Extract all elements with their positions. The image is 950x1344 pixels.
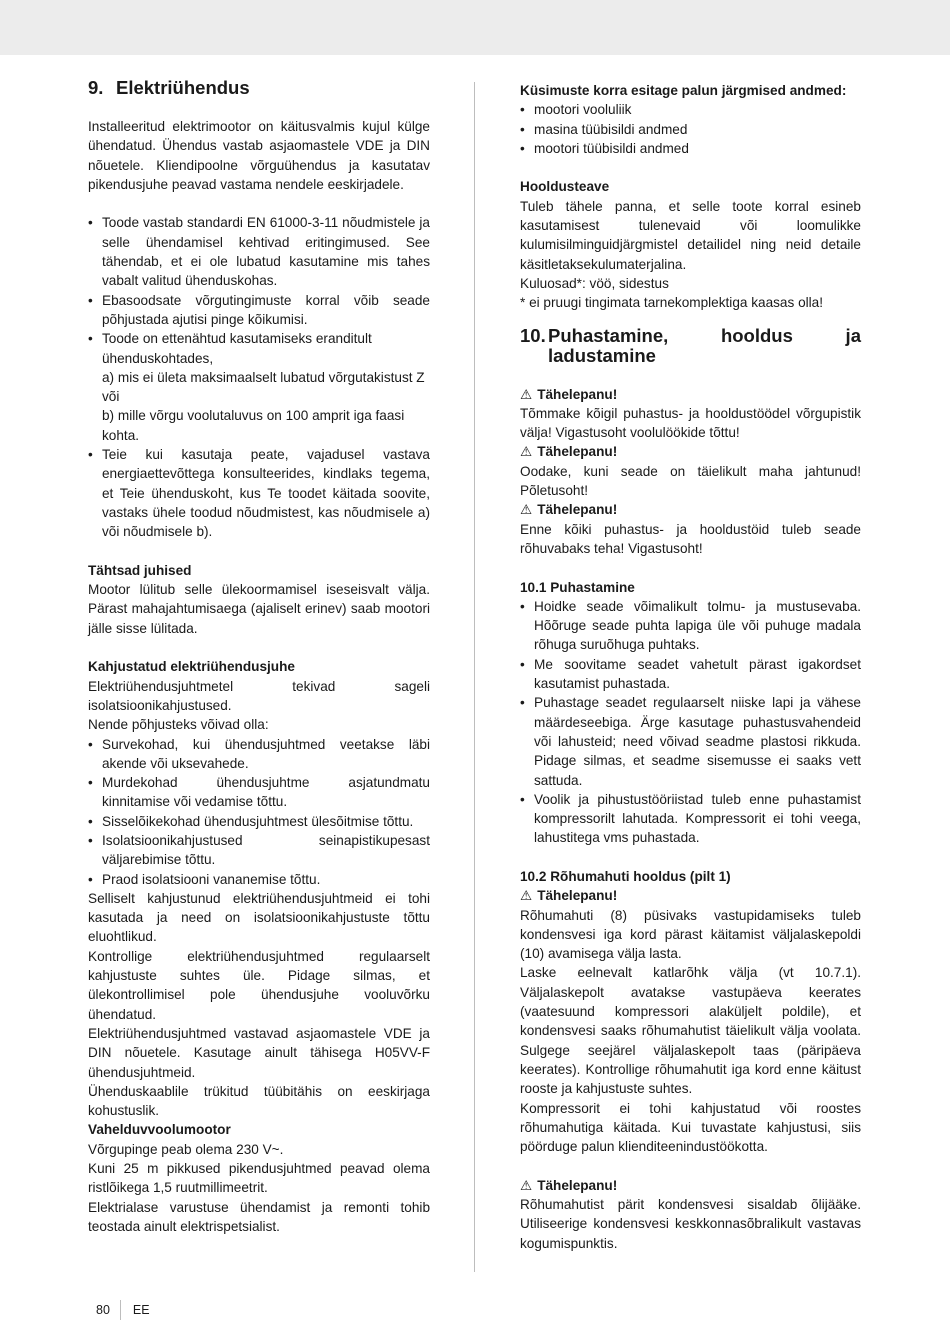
damage-causes-list (88, 735, 430, 889)
warning-text: Tõmmake kõigil puhastus- ja hooldustöödel võrgupistik välja! Vigastusoht voolulöökide tõttu! (520, 405, 861, 441)
warning-heading: ⚠ Tähelepanu! (520, 500, 861, 519)
list-item: • mootori vooluliik (520, 100, 861, 119)
service-note: * ei pruugi tingimata tarnekomplektiga kaasas olla! (520, 295, 824, 311)
ac-line: Võrgupinge peab olema 230 V~. (88, 1141, 284, 1157)
tank-text: Rõhumahuti (8) püsivaks vastupidamiseks tuleb kondensvesi iga kord pärast käitamist väljalaskepoldi (10) avamisega välja lasta. (520, 907, 861, 962)
tank-text: Kompressorit ei tohi kahjustatud või roostes rõhumahutiga käitada. Kui tuvastate kahjustusi, siis pöörduge palun klienditeenindustöökotta. (520, 1100, 861, 1155)
section-title-line: Puhastamine, hooldus ja (548, 324, 861, 346)
cleaning-list (520, 597, 861, 848)
warning-heading: ⚠ Tähelepanu! (520, 385, 861, 404)
list-item: • mootori tüübisildi andmed (520, 139, 861, 158)
section-number: 9. (88, 77, 104, 98)
left-column (88, 76, 430, 1236)
page-footer (96, 1300, 150, 1320)
warning-text: Oodake, kuni seade on täielikult maha jahtunud! Põletusoht! (520, 463, 861, 499)
cleaning-heading: 10.1 Puhastamine (520, 579, 635, 595)
list-item: • Ebasoodsate võrgutingimuste korral võib seade põhjustada ajutisi pinge kõikumisi. (88, 291, 430, 330)
section-10-heading (520, 326, 861, 366)
warning-heading: ⚠ Tähelepanu! (520, 442, 861, 461)
warning-triangle-icon: ⚠ (520, 386, 533, 402)
tank-maintenance-heading: 10.2 Rõhumahuti hooldus (pilt 1) (520, 868, 731, 884)
requirements-list (88, 213, 430, 541)
list-item: • Teie kui kasutaja peate, vajadusel vastava energiaettevõttega konsulteerides, kindlaks tegema, et Teie ühenduskoht, kus Te toodet käitada soovite, vastaks ühele toodud nõudmistest, kas nõudmisele a) või nõudmisele b). (88, 445, 430, 541)
warning-triangle-icon: ⚠ (520, 1177, 533, 1193)
page-number: 80 (96, 1300, 121, 1320)
ac-motor-heading: Vahelduvvoolumootor (88, 1122, 231, 1138)
tank-text: Rõhumahutist pärit kondensvesi sisaldab õlijääke. Utiliseerige kondensvesi keskkonnasõbralikult vastavas kogumispunktis. (520, 1197, 861, 1251)
list-item: • Hoidke seade võimalikult tolmu- ja mustusevaba. Hõõruge seade puhta lapiga üle või puhuge madala rõhuga suruõhuga puhtaks. (520, 597, 861, 655)
tank-text: Laske eelnevalt katlarõhk välja (vt 10.7.1). Väljalaskepolt avatakse vastupäeva keerates (vaatesuund kompressori alaküljelt poldile), et kondensvesi saaks rõhumahutist täielikult välja voolata. Sulgege seejärel väljalaskepolt taas (päripäeva keerates). Kontrollige rõhumahutit iga kord enne käitust rooste ja kahjustuste suhtes. (520, 965, 861, 1097)
list-item: • Praod isolatsiooni vananemise tõttu. (88, 870, 430, 889)
warning-text: Enne kõiki puhastus- ja hooldustöid tuleb seade rõhuvabaks teha! Vigastusoht! (520, 521, 861, 556)
list-item: • Toode on ettenähtud kasutamiseks eranditult ühenduskohtades, a) mis ei ületa maksimaalselt lubatud võrgutakistust Z või b) mille võrgu voolutaluvus on 100 amprit iga faasi kohta. (88, 329, 430, 445)
important-heading: Tähtsad juhised (88, 562, 192, 578)
right-column (520, 76, 861, 1253)
section-9-heading (88, 76, 430, 100)
warning-triangle-icon: ⚠ (520, 502, 533, 518)
warning-triangle-icon: ⚠ (520, 888, 533, 904)
top-band (0, 0, 950, 55)
column-divider (474, 82, 475, 1272)
service-heading: Hooldusteave (520, 179, 610, 195)
list-item: • Isolatsioonikahjustused seinapistikupesast väljarebimise tõttu. (88, 831, 430, 870)
list-item: • Survekohad, kui ühendusjuhtmed veetakse läbi akende või uksevahede. (88, 735, 430, 774)
service-parts: Kuluosad*: vöö, sidestus (520, 275, 669, 291)
damaged-text: Elektriühendusjuhtmetel tekivad sageli isolatsioonikahjustused. (88, 678, 430, 713)
section-number: 10. (520, 324, 546, 346)
service-text: Tuleb tähele panna, et selle toote korral esineb kasutamisest tulenevaid või loomulikke kulumisilminguidjärgmistel detailidel ning neid detaile käsitletaksekulumaterjalina. (520, 198, 861, 272)
list-item: • Sisselõikekohad ühendusjuhtmest ülesõitmise tõttu. (88, 812, 430, 831)
warning-triangle-icon: ⚠ (520, 444, 533, 460)
intro-paragraph: Installeeritud elektrimootor on käitusvalmis kujul külge ühendatud. Ühendus vastab asjaomastele VDE ja DIN nõuetele. Kliendipoolne võrguühendus ja kasutatav pikendusjuhe peavad vastama nendele eeskirjadele. (88, 119, 430, 192)
section-title-line: ladustamine (548, 344, 656, 366)
warning-heading: ⚠ Tähelepanu! (520, 886, 861, 905)
damaged-causes-intro: Nende põhjusteks võivad olla: (88, 717, 269, 733)
cable-paragraph: Kontrollige elektriühendusjuhtmed regulaarselt kahjustuste suhtes üle. Pidage silmas, et ülekontrollimisel pole ühendusjuhe vooluvõrku ühendatud. (88, 948, 430, 1022)
damaged-cable-heading: Kahjustatud elektriühendusjuhe (88, 659, 295, 675)
inquiry-heading: Küsimuste korra esitage palun järgmised andmed: (520, 83, 847, 98)
section-title: Elektriühendus (116, 77, 250, 98)
list-item: • Murdekohad ühendusjuhtme asjatundmatu kinnitamise või vedamise tõttu. (88, 773, 430, 812)
cable-paragraph: Selliselt kahjustunud elektriühendusjuhtmeid ei tohi kasutada ja need on isolatsioonikahjustuste tõttu eluohtlikud. (88, 890, 430, 945)
important-text: Mootor lülitub selle ülekoormamisel iseseisvalt välja. Pärast mahajahtumisaega (ajaliselt erinev) saab mootori jälle sisse lülitada. (88, 582, 430, 636)
list-item: • Toode vastab standardi EN 61000-3-11 nõudmistele ja selle ühendamisel kehtivad eritingimused. See tähendab, et ei ole lubatud kasutamine mis tahes vabalt valitud ühenduskohas. (88, 213, 430, 290)
ac-line: Elektrialase varustuse ühendamist ja remonti tohib teostada ainult elektrispetsialist. (88, 1199, 430, 1234)
list-item: • Me soovitame seadet vahetult pärast igakordset kasutamist puhastada. (520, 655, 861, 694)
language-code: EE (132, 1303, 150, 1317)
list-item: • Puhastage seadet regulaarselt niiske lapi ja vähese määrdeseebiga. Ärge kasutage puhastusvahendeid või lahusteid; need võivad seadme plastosi rikkuda. Pidage silmas, et seadme sisemusse ei saaks vett sattuda. (520, 693, 861, 789)
cable-paragraph: Elektriühendusjuhtmed vastavad asjaomastele VDE ja DIN nõuetele. Kasutage ainult tähisega H05VV-F ühendusjuhtmeid. (88, 1025, 430, 1080)
list-item: • masina tüübisildi andmed (520, 120, 861, 139)
list-item: • Voolik ja pihustustööriistad tuleb enne puhastamist kompressorilt lahutada. Kompressorit ei tohi veega, lahustitega vms puhastada. (520, 790, 861, 848)
warning-heading: ⚠ Tähelepanu! (520, 1176, 861, 1195)
inquiry-list (520, 100, 861, 158)
ac-line: Kuni 25 m pikkused pikendusjuhtmed peavad olema ristlõikega 1,5 ruutmillimeetrit. (88, 1161, 430, 1196)
cable-paragraph: Ühenduskaablile trükitud tüübitähis on eeskirjaga kohustuslik. (88, 1083, 430, 1119)
